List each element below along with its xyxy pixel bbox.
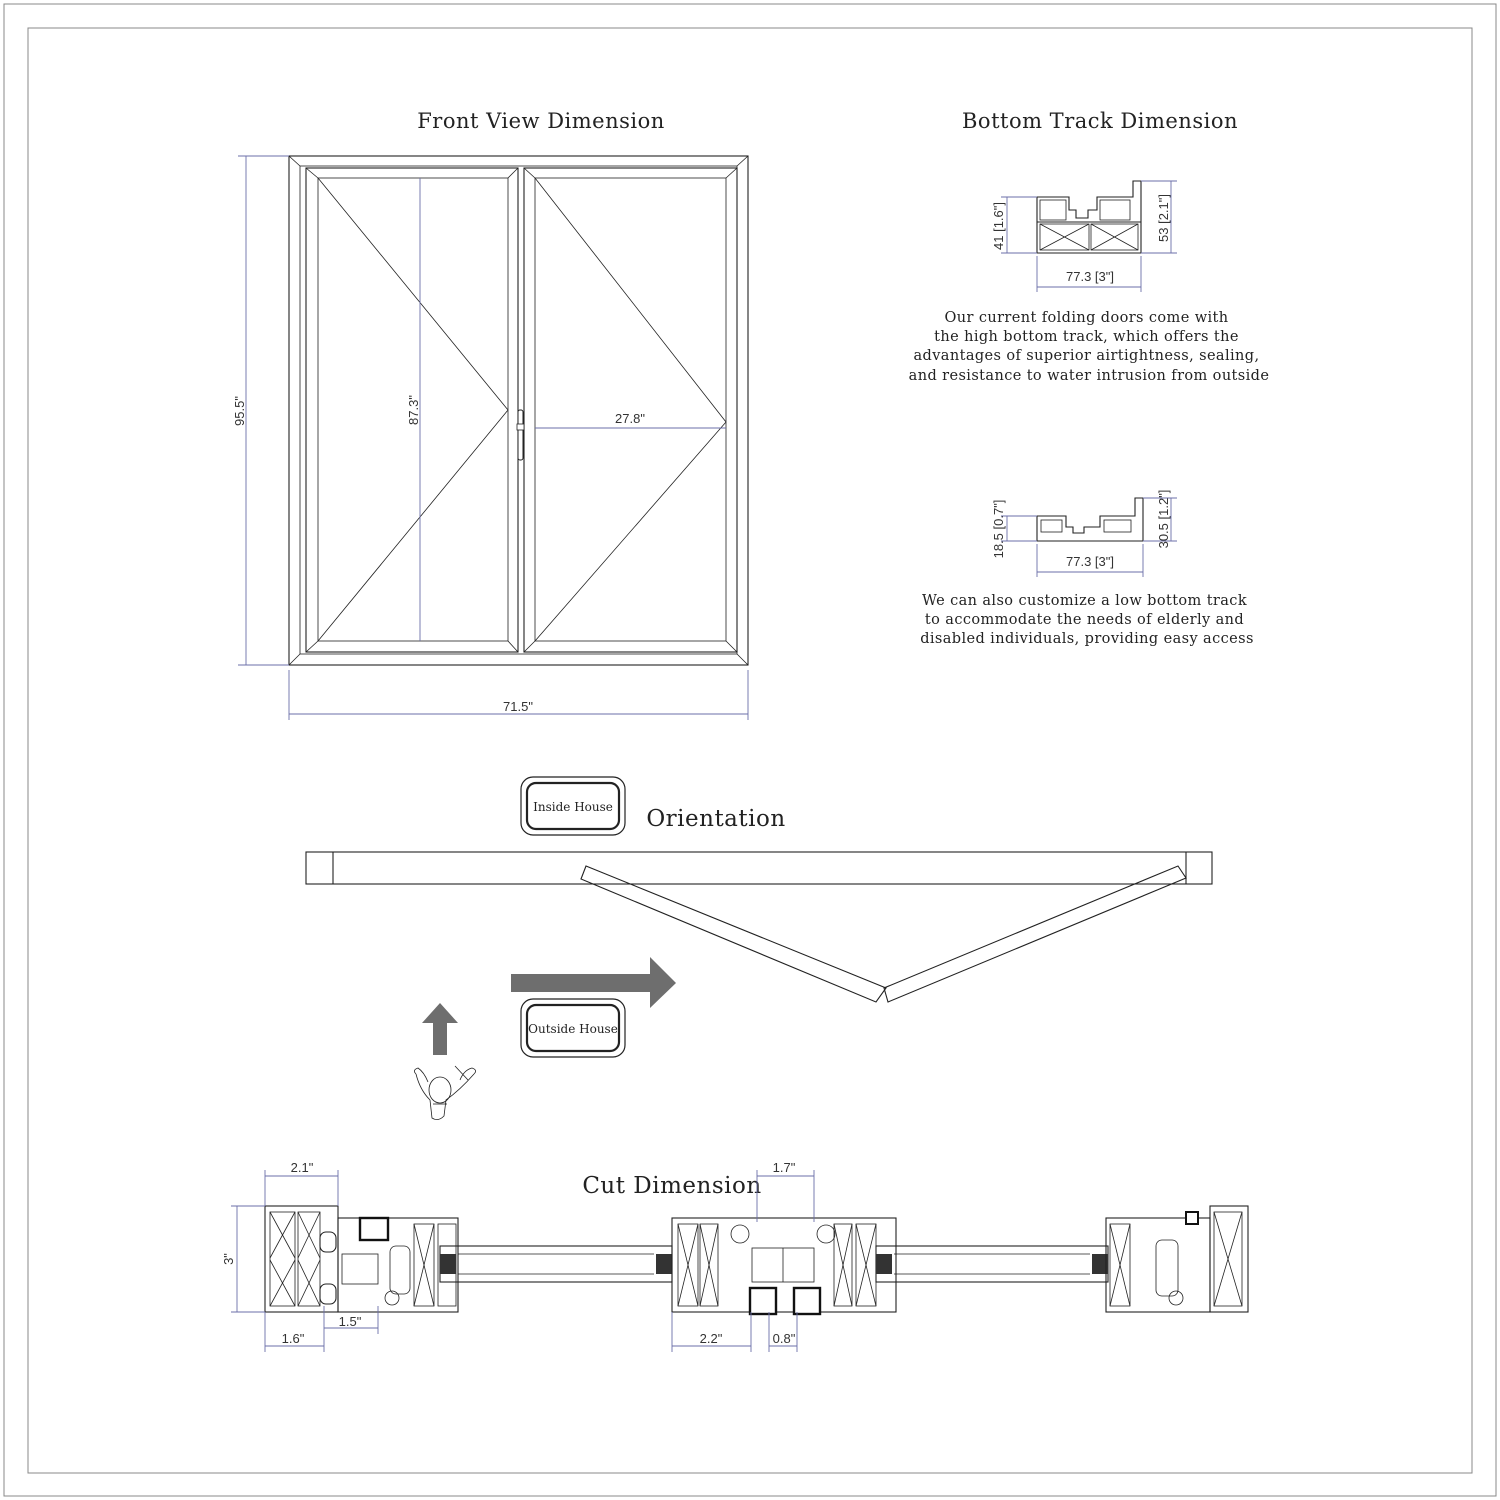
orientation-plan [306, 852, 1212, 1002]
cut-bottom-left-inner-label: 1.5" [338, 1314, 362, 1329]
outer-border [4, 4, 1496, 1496]
low-track-description [920, 593, 1254, 647]
front-view-title: Front View Dimension [417, 109, 665, 133]
overall-width-label: 71.5" [503, 699, 533, 714]
high-track-desc-line: the high bottom track, which offers the [934, 329, 1239, 345]
panel-width-label: 27.8" [615, 411, 645, 426]
cut-bottom-center-left-label: 2.2" [699, 1331, 723, 1346]
low-track-profile [1037, 498, 1143, 541]
cut-bottom-center-right-label: 0.8" [772, 1331, 796, 1346]
low-track-desc-line: to accommodate the needs of elderly and [924, 612, 1245, 628]
high-track-description [909, 310, 1270, 384]
cut-section-drawing [265, 1206, 1248, 1314]
outside-house-tag [521, 999, 625, 1057]
bottom-track-title: Bottom Track Dimension [962, 109, 1238, 133]
low-track-width: 77.3 [3"] [1066, 554, 1114, 569]
high-track-left-height: 41 [1.6"] [991, 202, 1006, 250]
inner-border [28, 28, 1472, 1473]
cut-top-center-label: 1.7" [772, 1160, 796, 1175]
arrow-up-icon [422, 1003, 458, 1055]
cut-top-left-label: 2.1" [290, 1160, 314, 1175]
low-track-desc-line: disabled individuals, providing easy access [920, 631, 1254, 647]
inside-house-label: Inside House [533, 800, 613, 814]
low-track-left-height: 18.5 [0.7"] [991, 499, 1006, 559]
cut-dimension-title: Cut Dimension [582, 1173, 762, 1199]
inside-house-tag [521, 777, 625, 835]
overall-height-label: 95.5" [232, 396, 247, 426]
door-handle [518, 410, 523, 460]
high-track-profile [1037, 181, 1141, 253]
outside-house-label: Outside House [528, 1022, 618, 1036]
cut-height-label: 3" [221, 1253, 236, 1265]
high-track-desc-line: Our current folding doors come with [944, 310, 1229, 326]
orientation-title: Orientation [646, 806, 786, 832]
person-topdown-icon [414, 1066, 475, 1120]
high-track-right-height: 53 [2.1"] [1156, 194, 1171, 242]
cut-bottom-left-outer-label: 1.6" [281, 1331, 305, 1346]
low-track-right-height: 30.5 [1.2"] [1156, 489, 1171, 549]
front-view-dimensions [238, 156, 748, 720]
high-track-width: 77.3 [3"] [1066, 269, 1114, 284]
panel-height-label: 87.3" [406, 395, 421, 425]
high-track-desc-line: and resistance to water intrusion from outside [908, 368, 1270, 384]
front-view-drawing [289, 156, 748, 665]
high-track-desc-line: advantages of superior airtightness, sealing, [913, 348, 1260, 364]
low-track-desc-line: We can also customize a low bottom track [921, 593, 1248, 609]
